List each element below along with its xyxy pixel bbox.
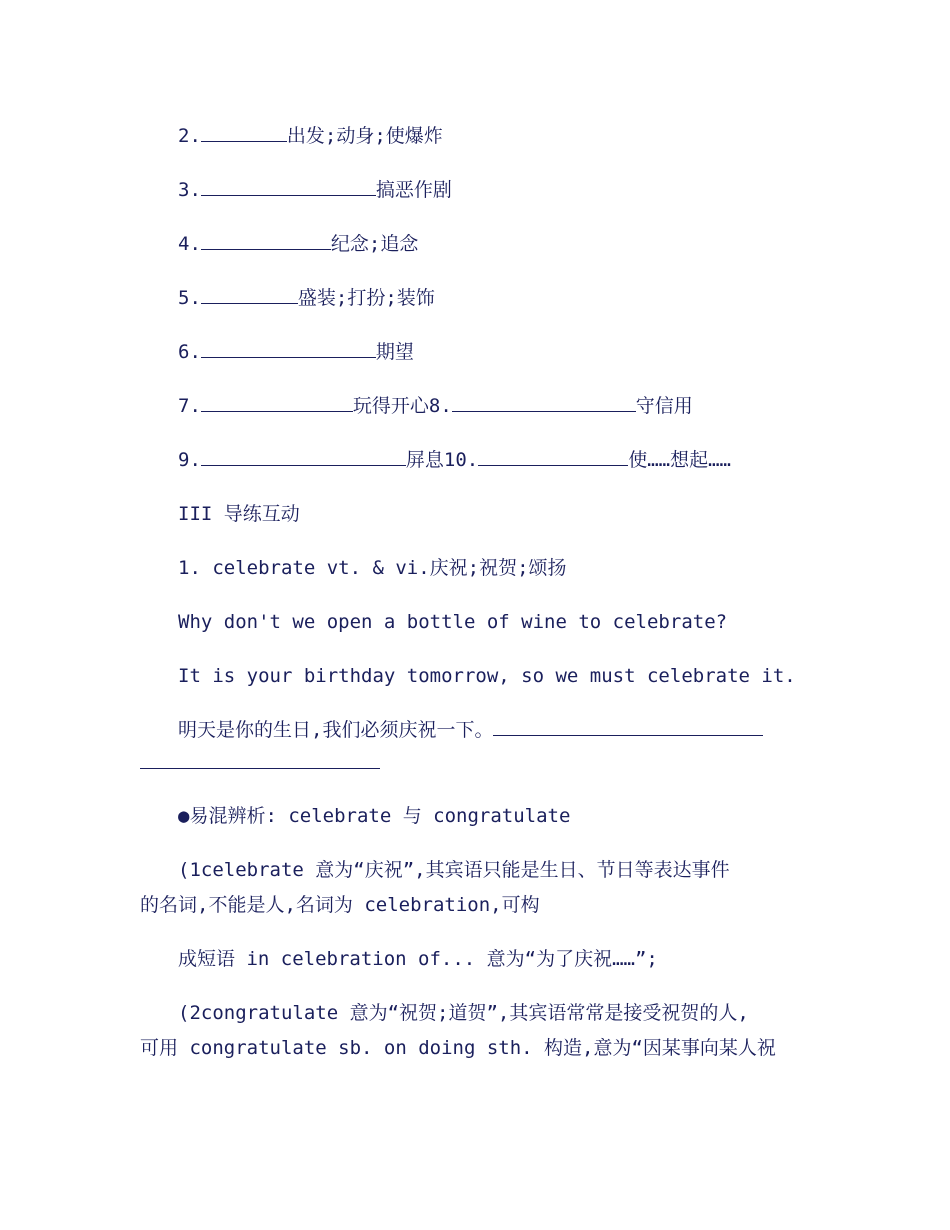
paragraph-1-line-2: 的名词,不能是人,名词为 celebration,可构 [140,894,540,916]
item-meaning: 搞恶作剧 [375,179,452,201]
item-number: 10. [443,449,479,471]
item-number: 5. [178,287,201,309]
translation-blank-continued[interactable] [140,768,380,769]
paragraph-2-line-2: 可用 congratulate sb. on doing sth. 构造,意为“因某事向某人祝 [140,1037,776,1059]
paragraph-1-line-3: 成短语 in celebration of... 意为“为了庆祝……”; [178,948,658,970]
item-number: 2. [178,125,201,147]
vocab-item-5 [178,286,435,310]
section-heading: III 导练互动 [178,503,300,525]
translation-prompt: 明天是你的生日,我们必须庆祝一下。 [178,719,494,741]
vocab-item-3 [178,178,452,202]
translation-exercise [178,718,763,742]
item-meaning: 守信用 [635,395,693,417]
vocab-item-2 [178,124,443,148]
item-number: 8. [428,395,452,417]
answer-blank[interactable] [201,448,406,466]
vocab-item-7-8 [178,394,693,418]
answer-blank[interactable] [478,448,628,466]
item-number: 9. [178,449,201,471]
item-meaning: 屏息 [405,449,444,471]
item-meaning: 使……想起…… [628,449,731,471]
vocab-item-6 [178,340,414,364]
paragraph-2-line-1: (2congratulate 意为“祝贺;道贺”,其宾语常常是接受祝贺的人, [178,1002,749,1024]
answer-blank[interactable] [201,286,298,304]
vocab-item-9-10 [178,448,731,472]
item-number: 4. [178,233,201,255]
vocab-entry: 1. celebrate vt. & vi.庆祝;祝贺;颂扬 [178,557,567,579]
distinction-title-line [178,804,570,828]
paragraph-1-line-1: (1celebrate 意为“庆祝”,其宾语只能是生日、节日等表达事件 [178,859,730,881]
example-sentence-1: Why don't we open a bottle of wine to celebrate? [178,611,728,633]
item-meaning: 盛装;打扮;装饰 [297,287,435,309]
answer-blank[interactable] [201,394,353,412]
answer-blank[interactable] [201,178,376,196]
item-meaning: 纪念;追念 [330,233,419,255]
answer-blank[interactable] [201,340,376,358]
item-meaning: 出发;动身;使爆炸 [286,125,443,147]
bullet-icon: ● [178,805,190,827]
item-number: 3. [178,179,201,201]
answer-blank[interactable] [201,232,331,250]
item-number: 6. [178,341,201,363]
item-meaning: 期望 [375,341,414,363]
item-number: 7. [178,395,201,417]
answer-blank[interactable] [452,394,636,412]
translation-blank[interactable] [493,718,763,736]
vocab-item-4 [178,232,418,256]
distinction-title: 易混辨析: celebrate 与 congratulate [189,805,571,827]
example-sentence-2: It is your birthday tomorrow, so we must celebrate it. [178,665,796,687]
answer-blank[interactable] [201,124,287,142]
item-meaning: 玩得开心 [352,395,429,417]
